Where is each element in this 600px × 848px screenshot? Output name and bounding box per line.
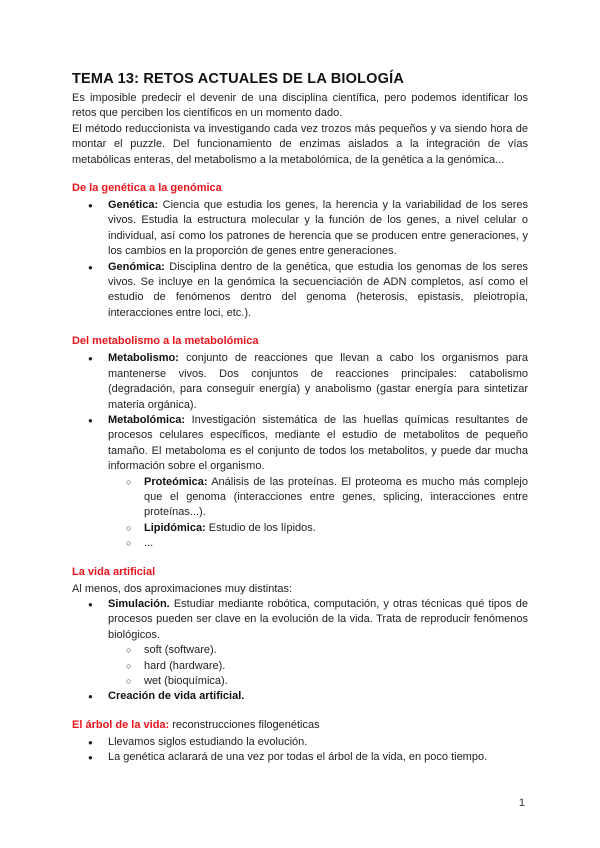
term: Simulación. — [108, 597, 170, 610]
intro-paragraph-2: El método reduccionista va investigando cada vez trozos más pequeños y va siendo hora de montar el puzzle. Del funcionamiento de enzimas aislados a la integración de vías metabólicas enteras, del metabolismo a la metabolómica, de la genética a la genómica... — [72, 122, 528, 166]
term: Metabolismo: — [108, 352, 179, 365]
section-title-metabolomica: Del metabolismo a la metabolómica — [72, 335, 259, 348]
section-title-text: El árbol de la vida: — [72, 718, 170, 731]
section-title-rest: reconstrucciones filogenéticas — [169, 718, 320, 731]
intro-paragraph-1: Es imposible predecir el devenir de una disciplina científica, pero podemos identificar los retos que perciben los científicos en un momento dado. — [72, 92, 528, 120]
term: Genómica: — [108, 260, 165, 273]
simulacion-sublist — [108, 643, 528, 689]
sublist-item: ○ hard (hardware). — [108, 659, 528, 674]
list-item — [72, 413, 528, 552]
list-item — [72, 351, 528, 413]
definition: conjunto de reacciones que llevan a cabo los organismos para mantenerse vivos. Dos conjuntos de reacciones principales: catabolismo (degradación, para conseguir energía) y anabolismo (gastar energía para sintetizar materia orgánica). — [108, 352, 528, 411]
list-item — [72, 260, 528, 322]
list-item: ● Llevamos siglos estudiando la evolución. — [72, 735, 528, 750]
sublist-item: ○ soft (software). — [108, 643, 528, 658]
metabolomica-list — [72, 351, 528, 551]
section-title-genomica: De la genética a la genómica — [72, 182, 222, 195]
list-item — [72, 198, 528, 260]
section-title-arbol-vida — [72, 718, 528, 733]
sublist-item: ○ wet (bioquímica). — [108, 674, 528, 689]
list-item: ● La genética aclarará de una vez por todas el árbol de la vida, en poco tiempo. — [72, 750, 528, 765]
metabolomica-sublist — [108, 475, 528, 552]
term: Creación de vida artificial. — [108, 690, 245, 703]
arbol-vida-list — [72, 735, 528, 766]
definition: Estudiar mediante robótica, computación, y otras técnicas qué tipos de procesos pueden ser clave en la evolución de la vida. Trata de reproducir fenómenos biológicos. — [108, 597, 528, 641]
list-item — [72, 689, 528, 704]
genomica-list — [72, 198, 528, 321]
definition: Ciencia que estudia los genes, la herencia y la variabilidad de los seres vivos. Estudia la estructura molecular y la función de los genes, a nivel celular o individual, así como los patrones de herencia que se producen entre generaciones, y los cambios en la proporción de genes entre generaciones. — [108, 199, 528, 258]
definition: Análisis de las proteínas. El proteoma es mucho más complejo que el genoma (interacciones entre genes, splicing, interacciones entre proteínas...). — [144, 475, 528, 519]
definition: Investigación sistemática de las huellas químicas resultantes de procesos celulares específicos, mediante el estudio de metabolitos de pequeño tamaño. El metaboloma es el conjunto de todos los metabolitos, y puede dar mucha información sobre el organismo. — [108, 413, 528, 473]
term: Proteómica: — [144, 475, 208, 488]
term: Metabolómica: — [108, 413, 186, 426]
section-title-vida-artificial: La vida artificial — [72, 565, 156, 578]
vida-artificial-list — [72, 597, 528, 705]
definition: Disciplina dentro de la genética, que estudia los genomas de los seres vivos. Se incluye en la genómica la secuenciación de ADN completos, así como el estudio de fenómenos dentro del genoma (heterosis, epistasis, pleiotropía, interacciones entre loci, etc.). — [108, 260, 528, 319]
page-number: 1 — [518, 797, 525, 809]
definition: Estudio de los lípidos. — [205, 521, 316, 534]
ellipsis: ... — [144, 537, 154, 550]
sublist-item — [108, 521, 528, 536]
term: Genética: — [108, 199, 159, 212]
document-page — [72, 71, 528, 766]
list-item — [72, 597, 528, 689]
document-title: TEMA 13: RETOS ACTUALES DE LA BIOLOGÍA — [72, 71, 404, 87]
sublist-item — [108, 536, 528, 551]
vida-artificial-intro: Al menos, dos aproximaciones muy distintas: — [72, 582, 293, 595]
term: Lipidómica: — [144, 521, 206, 534]
sublist-item — [108, 475, 528, 521]
